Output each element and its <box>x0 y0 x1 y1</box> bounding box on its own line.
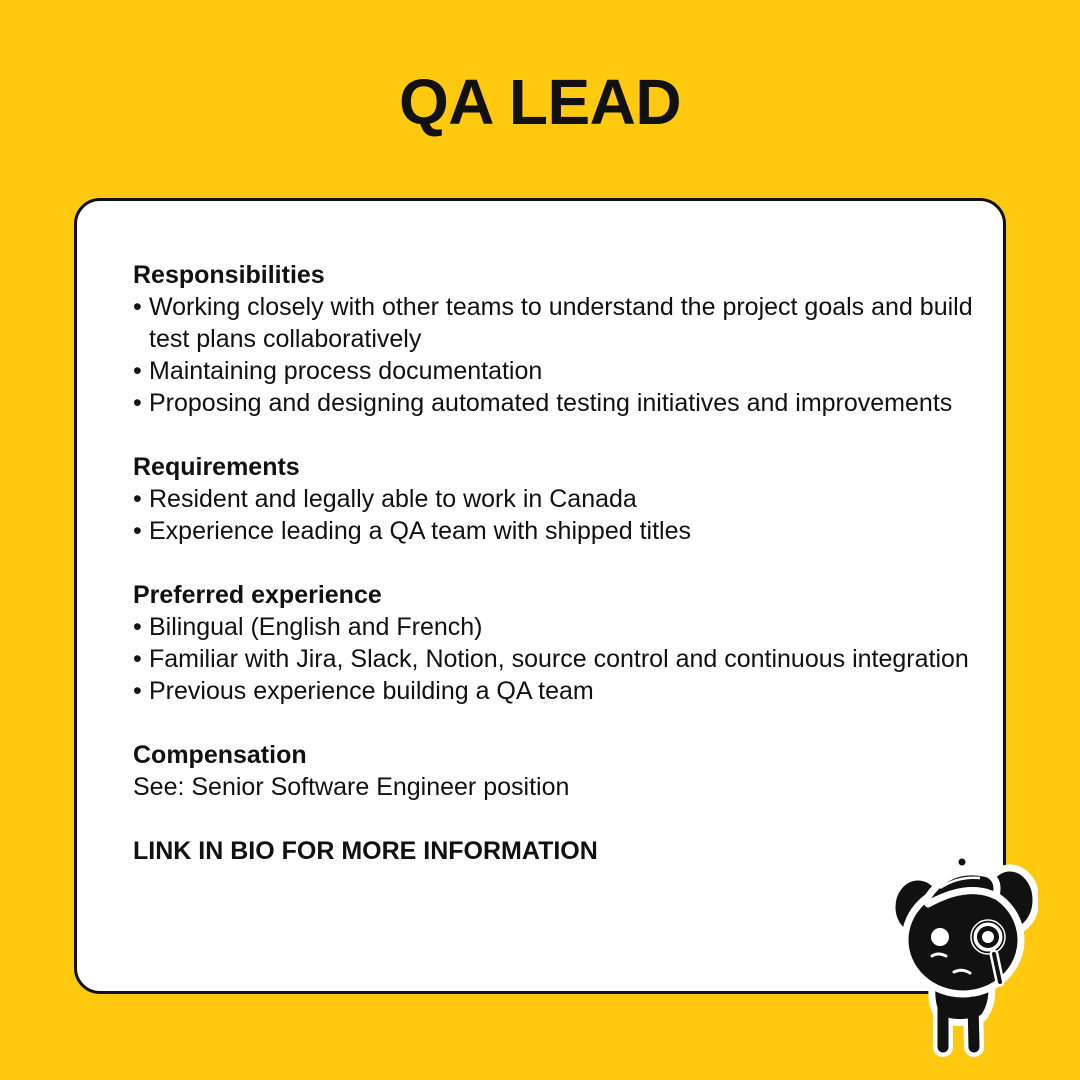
job-description-card <box>74 198 1006 994</box>
list-item: • Experience leading a QA team with shipped titles <box>133 515 973 547</box>
preferred-experience-section <box>133 579 973 707</box>
responsibilities-list <box>133 291 973 419</box>
link-in-bio-cta: LINK IN BIO FOR MORE INFORMATION <box>133 837 598 865</box>
requirements-list <box>133 483 973 547</box>
preferred-experience-list <box>133 611 973 707</box>
list-item: • Maintaining process documentation <box>133 355 973 387</box>
list-item: • Working closely with other teams to understand the project goals and build test plans collaboratively <box>133 291 973 355</box>
detective-mascot-icon <box>888 852 1038 1057</box>
list-item: • Resident and legally able to work in Canada <box>133 483 973 515</box>
list-item: • Previous experience building a QA team <box>133 675 973 707</box>
compensation-section <box>133 739 973 803</box>
list-item: • Familiar with Jira, Slack, Notion, source control and continuous integration <box>133 643 973 675</box>
compensation-text: See: Senior Software Engineer position <box>133 773 570 801</box>
card-content <box>133 259 973 867</box>
requirements-heading: Requirements <box>133 453 300 481</box>
page-title: QA LEAD <box>398 66 682 138</box>
requirements-section <box>133 451 973 547</box>
compensation-heading: Compensation <box>133 741 307 769</box>
list-item: • Proposing and designing automated testing initiatives and improvements <box>133 387 973 419</box>
preferred-experience-heading: Preferred experience <box>133 581 382 609</box>
list-item: • Bilingual (English and French) <box>133 611 973 643</box>
responsibilities-heading: Responsibilities <box>133 261 325 289</box>
responsibilities-section <box>133 259 973 419</box>
